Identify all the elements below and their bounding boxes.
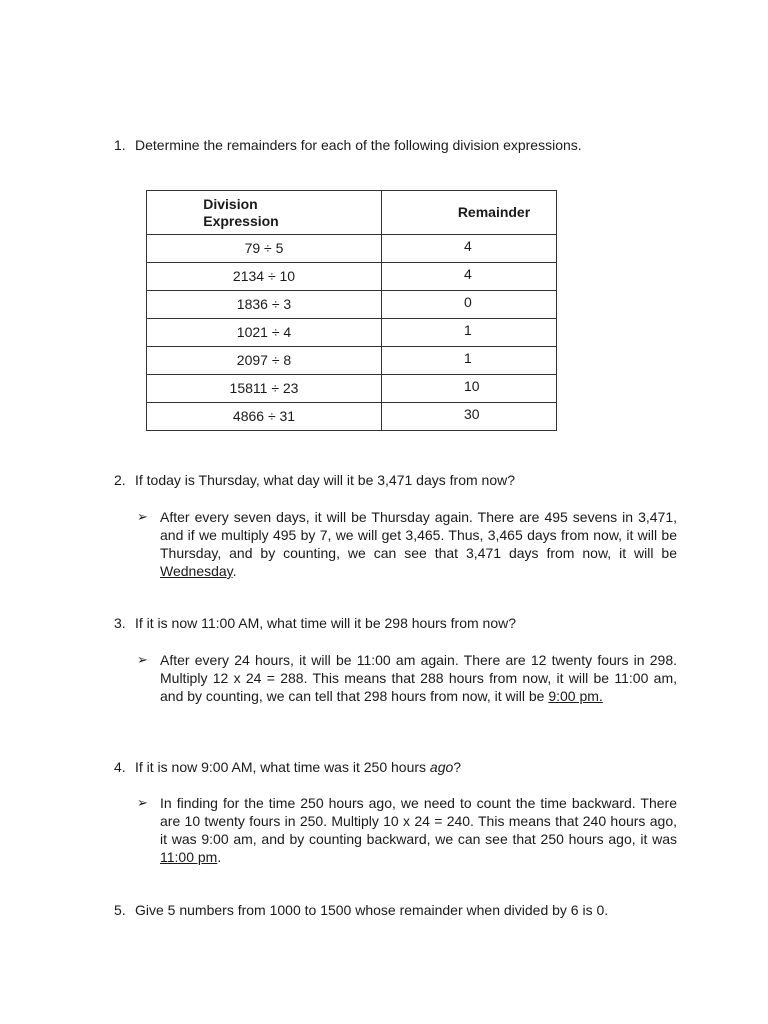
division-expression-cell: 2097 ÷ 8 xyxy=(147,347,382,375)
question-4 xyxy=(114,759,694,776)
remainder-cell: 4 xyxy=(382,263,557,291)
question-5 xyxy=(114,902,694,919)
question-text: Determine the remainders for each of the following division expressions. xyxy=(135,137,582,153)
table-row xyxy=(147,347,557,375)
question-number: 2. xyxy=(114,472,126,488)
table-row xyxy=(147,375,557,403)
question-text: Give 5 numbers from 1000 to 1500 whose remainder when divided by 6 is 0. xyxy=(135,902,609,918)
remainder-cell: 0 xyxy=(382,291,557,319)
header-expr-line1: Division xyxy=(203,195,258,212)
remainder-cell: 1 xyxy=(382,347,557,375)
division-expression-cell: 15811 ÷ 23 xyxy=(147,375,382,403)
question-text: If today is Thursday, what day will it be 3,471 days from now? xyxy=(135,472,516,488)
question-text: If it is now 9:00 AM, what time was it 250 hours ago? xyxy=(135,759,462,775)
answer-text: After every seven days, it will be Thursday again. There are 495 sevens in 3,471, and if we multiply 495 by 7, we will get 3,465. Thus, 3,465 days from now, it will be Thursday, and by counting, we can see that 3,471 days from now, it will be Wednesday. xyxy=(160,509,677,579)
answer-key: 9:00 pm. xyxy=(548,688,603,704)
question-number: 1. xyxy=(114,137,126,153)
question-number: 5. xyxy=(114,902,126,918)
header-expr-line2: Expression xyxy=(203,212,279,229)
division-expression-cell: 4866 ÷ 31 xyxy=(147,403,382,431)
remainder-cell: 1 xyxy=(382,319,557,347)
remainder-cell: 10 xyxy=(382,375,557,403)
arrow-bullet-icon: ➢ xyxy=(137,652,148,667)
arrow-bullet-icon: ➢ xyxy=(137,509,148,524)
answer-2 xyxy=(137,508,677,580)
table-row xyxy=(147,403,557,431)
answer-text: In finding for the time 250 hours ago, we need to count the time backward. There are 10 twenty fours in 250. Multiply 10 x 24 = 240. This means that 240 hours ago, it was 9:00 am, and by counting backward, we can see that 250 hours ago, it was 11:00 pm. xyxy=(160,795,677,865)
table-row xyxy=(147,291,557,319)
arrow-bullet-icon: ➢ xyxy=(137,795,148,810)
question-2 xyxy=(114,472,694,489)
header-division-expression xyxy=(147,191,382,235)
question-text: If it is now 11:00 AM, what time will it be 298 hours from now? xyxy=(135,615,517,631)
answer-key: 11:00 pm xyxy=(160,849,218,865)
division-expression-cell: 79 ÷ 5 xyxy=(147,235,382,263)
answer-text: After every 24 hours, it will be 11:00 am again. There are 12 twenty fours in 298. Multiply 12 x 24 = 288. This means that 288 hours from now, it will be 11:00 am, and by counting, we can tell that 298 hours from now, it will be 9:00 pm. xyxy=(160,652,677,704)
question-number: 4. xyxy=(114,759,126,775)
table-row xyxy=(147,263,557,291)
division-expression-cell: 1021 ÷ 4 xyxy=(147,319,382,347)
answer-3 xyxy=(137,651,677,705)
question-1 xyxy=(114,137,694,154)
division-expression-cell: 1836 ÷ 3 xyxy=(147,291,382,319)
division-table xyxy=(146,190,557,431)
question-number: 3. xyxy=(114,615,126,631)
table-row xyxy=(147,319,557,347)
division-expression-cell: 2134 ÷ 10 xyxy=(147,263,382,291)
remainder-cell: 4 xyxy=(382,235,557,263)
answer-4 xyxy=(137,794,677,866)
answer-key: Wednesday xyxy=(160,563,233,579)
table-header-row xyxy=(147,191,557,235)
remainder-cell: 30 xyxy=(382,403,557,431)
question-3 xyxy=(114,615,694,632)
table-row xyxy=(147,235,557,263)
header-remainder: Remainder xyxy=(382,191,557,235)
